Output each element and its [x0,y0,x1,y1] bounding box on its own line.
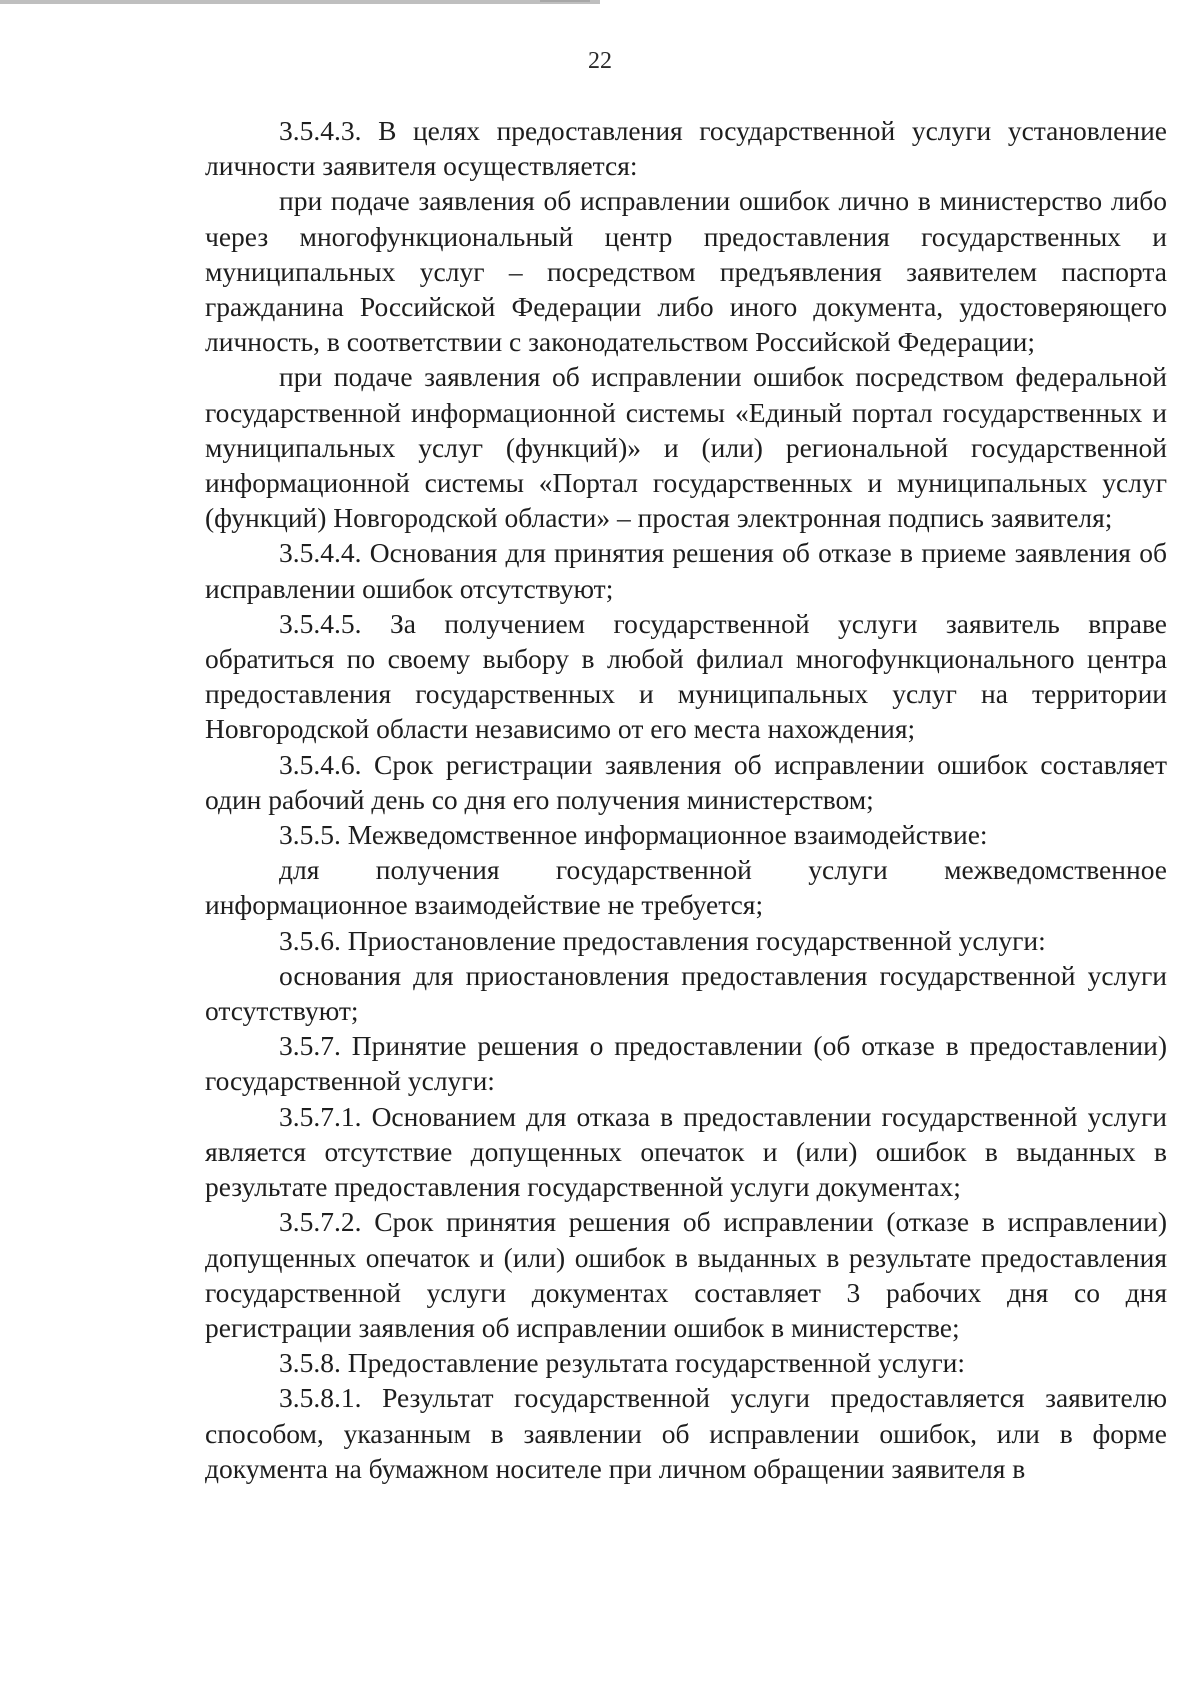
paragraph-interagency-not-required: для получения государственной услуги межведомственное информационное взаимодействие не требуется; [205,854,1167,921]
page-number: 22 [588,48,612,74]
paragraph-3-5-7-2: 3.5.7.2. Срок принятия решения об исправлении (отказе в исправлении) допущенных опечаток и (или) ошибок в выданных в результате предоставления государственной услуги документах составляет 3 рабочих дня со дня регистрации заявления об исправлении ошибок в министерстве; [205,1206,1167,1343]
paragraph-3-5-4-3: 3.5.4.3. В целях предоставления государственной услуги установление личности заявителя осуществляется: [205,115,1167,182]
paragraph-identity-in-person: при подаче заявления об исправлении ошибок лично в министерство либо через многофункциональный центр предоставления государственных и муниципальных услуг – посредством предъявления заявителем паспорта гражданина Российской Федерации либо иного документа, удостоверяющего личность, в соответствии с законодательством Российской Федерации; [205,185,1167,358]
scan-edge-mark [540,0,590,2]
paragraph-3-5-8-1: 3.5.8.1. Результат государственной услуги предоставляется заявителю способом, указанным в заявлении об исправлении ошибок, или в форме документа на бумажном носителе при личном обращении заявителя в [205,1382,1167,1484]
paragraph-3-5-4-4: 3.5.4.4. Основания для принятия решения об отказе в приеме заявления об исправлении ошибок отсутствуют; [205,537,1167,604]
paragraph-3-5-7-1: 3.5.7.1. Основанием для отказа в предоставлении государственной услуги является отсутствие допущенных опечаток и (или) ошибок в выданных в результате предоставления государственной услуги документах; [205,1100,1167,1203]
document-body [205,113,1167,1486]
paragraph-suspension-absent: основания для приостановления предоставления государственной услуги отсутствуют; [205,959,1167,1027]
paragraph-3-5-4-5: 3.5.4.5. За получением государственной услуги заявитель вправе обратиться по своему выбору в любой филиал многофункционального центра предоставления государственных и муниципальных услуг на территории Новгородской области независимо от его места нахождения; [205,607,1167,745]
paragraph-identity-online: при подаче заявления об исправлении ошибок посредством федеральной государственной информационной системы «Единый портал государственных и муниципальных услуг (функций)» и (или) региональной государственной информационной системы «Портал государственных и муниципальных услуг (функций) Новгородской области» – простая электронная подпись заявителя; [205,361,1167,534]
paragraph-3-5-4-6: 3.5.4.6. Срок регистрации заявления об исправлении ошибок составляет один рабочий день со дня его получения министерством; [205,748,1167,815]
paragraph-3-5-5: 3.5.5. Межведомственное информационное взаимодействие: [279,819,988,851]
scan-edge-line [0,0,600,4]
paragraph-3-5-6: 3.5.6. Приостановление предоставления государственной услуги: [279,924,1046,956]
paragraph-3-5-8: 3.5.8. Предоставление результата государственной услуги: [279,1347,966,1379]
paragraph-3-5-7: 3.5.7. Принятие решения о предоставлении (об отказе в предоставлении) государственной услуги: [205,1030,1167,1097]
